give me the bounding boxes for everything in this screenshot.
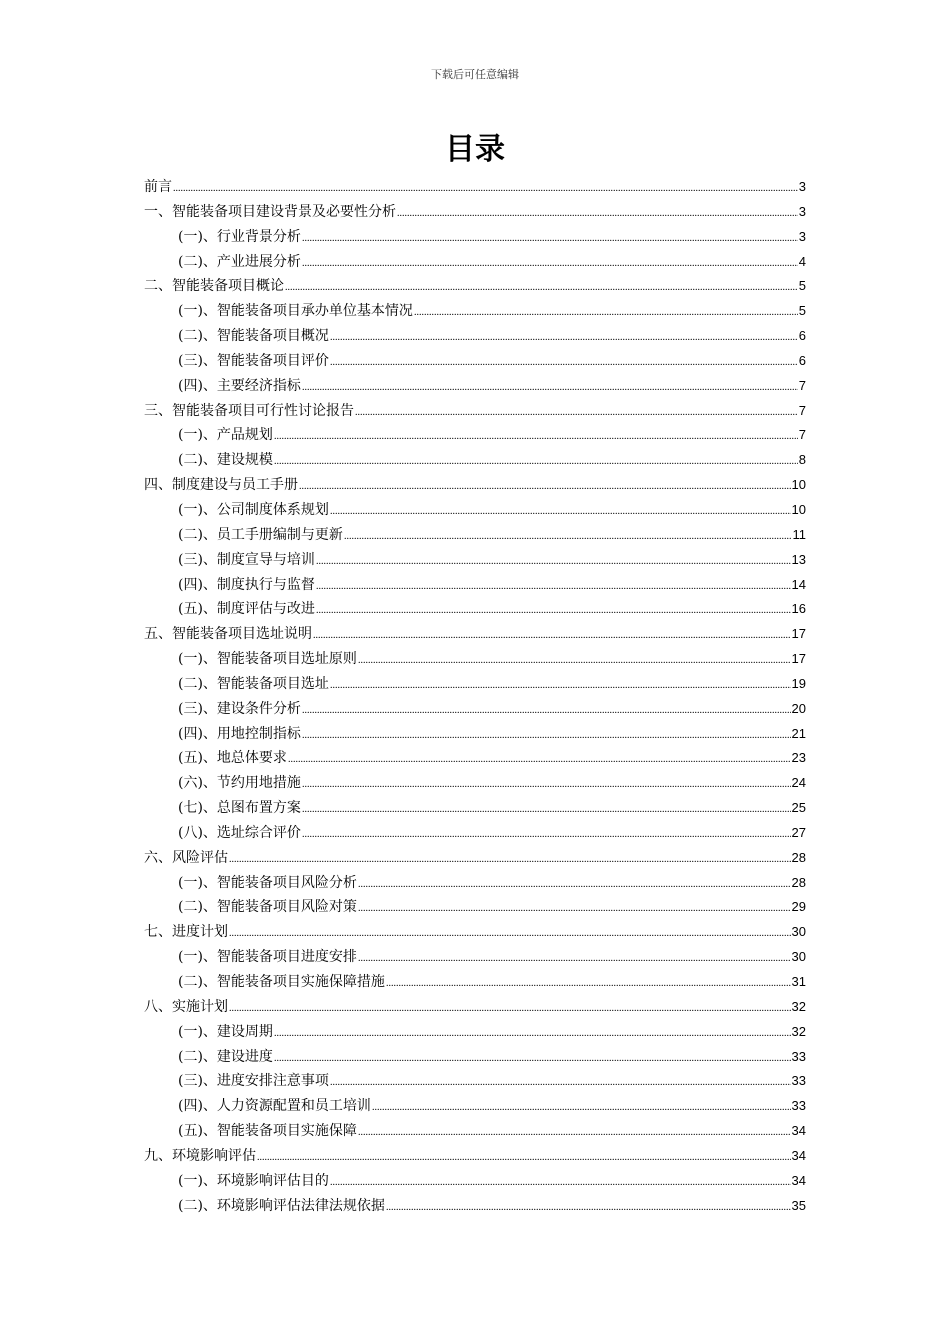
toc-entry[interactable]	[144, 573, 806, 598]
toc-entry-label: (二)、建设进度	[178, 1048, 273, 1065]
toc-entry[interactable]	[144, 423, 806, 448]
toc-entry[interactable]	[144, 473, 806, 498]
toc-entry-label: (一)、建设周期	[178, 1023, 273, 1040]
toc-entry-page-number: 33	[791, 1073, 806, 1089]
toc-dot-leader	[358, 945, 791, 972]
toc-dot-leader	[229, 995, 791, 1022]
toc-entry-page-number: 16	[791, 601, 806, 617]
toc-entry-page-number: 13	[791, 551, 806, 567]
toc-entry-page-number: 3	[798, 179, 806, 194]
toc-entry-label: (一)、智能装备项目承办单位基本情况	[178, 303, 413, 320]
toc-entry-label: (二)、建设规模	[178, 452, 273, 469]
toc-dot-leader	[229, 846, 791, 873]
toc-dot-leader	[316, 573, 791, 600]
toc-dot-leader	[397, 200, 798, 227]
toc-entry[interactable]	[144, 498, 806, 523]
toc-entry-label: (四)、主要经济指标	[178, 377, 301, 394]
toc-entry-label: (一)、环境影响评估目的	[178, 1172, 329, 1189]
toc-entry[interactable]	[144, 324, 806, 349]
toc-dot-leader	[330, 324, 798, 351]
toc-entry-page-number: 28	[791, 849, 806, 865]
toc-dot-leader	[302, 722, 791, 749]
toc-dot-leader	[302, 821, 791, 848]
toc-entry[interactable]	[144, 697, 806, 722]
toc-dot-leader	[257, 1144, 791, 1171]
toc-entry[interactable]	[144, 920, 806, 945]
toc-entry-label: (四)、用地控制指标	[178, 725, 301, 742]
toc-entry-page-number: 5	[798, 278, 806, 294]
toc-entry-label: (二)、员工手册编制与更新	[178, 526, 343, 543]
toc-entry-label: 八、实施计划	[144, 998, 228, 1015]
toc-entry-label: (一)、行业背景分析	[178, 228, 301, 245]
toc-entry[interactable]	[144, 746, 806, 771]
toc-entry-label: (六)、节约用地措施	[178, 775, 301, 792]
toc-entry-page-number: 23	[791, 750, 806, 766]
toc-dot-leader	[302, 771, 791, 798]
toc-entry-page-number: 3	[798, 228, 806, 244]
toc-entry[interactable]	[144, 970, 806, 995]
toc-entry-page-number: 6	[798, 352, 806, 368]
toc-entry-page-number: 8	[798, 452, 806, 468]
toc-entry-label: 前言	[144, 179, 172, 195]
toc-dot-leader	[302, 225, 798, 252]
toc-dot-leader	[330, 672, 791, 699]
toc-dot-leader	[316, 548, 791, 575]
toc-entry-page-number: 5	[798, 303, 806, 319]
toc-dot-leader	[316, 597, 791, 624]
toc-entry-label: (二)、智能装备项目风险对策	[178, 899, 357, 916]
toc-entry[interactable]	[144, 672, 806, 697]
toc-entry[interactable]	[144, 299, 806, 324]
toc-entry[interactable]	[144, 821, 806, 846]
toc-entry-label: (一)、智能装备项目进度安排	[178, 949, 357, 966]
toc-entry-label: 五、智能装备项目选址说明	[144, 626, 312, 643]
table-of-contents	[144, 175, 806, 1218]
toc-entry-page-number: 20	[791, 700, 806, 716]
toc-dot-leader	[302, 697, 791, 724]
toc-entry[interactable]	[144, 523, 806, 548]
toc-entry-page-number: 7	[798, 377, 806, 393]
toc-entry[interactable]	[144, 250, 806, 275]
toc-entry-page-number: 17	[791, 651, 806, 667]
toc-entry[interactable]	[144, 771, 806, 796]
toc-entry[interactable]	[144, 274, 806, 299]
toc-entry[interactable]	[144, 1020, 806, 1045]
toc-entry-page-number: 29	[791, 899, 806, 915]
toc-entry[interactable]	[144, 945, 806, 970]
toc-dot-leader	[330, 1069, 791, 1096]
toc-entry[interactable]	[144, 647, 806, 672]
toc-entry[interactable]	[144, 597, 806, 622]
toc-dot-leader	[274, 1020, 791, 1047]
toc-entry-page-number: 24	[791, 775, 806, 791]
toc-entry-page-number: 10	[791, 501, 806, 517]
toc-dot-leader	[330, 349, 798, 376]
toc-dot-leader	[358, 647, 791, 674]
toc-entry-page-number: 17	[791, 626, 806, 642]
toc-entry[interactable]	[144, 399, 806, 424]
toc-dot-leader	[302, 374, 798, 401]
toc-dot-leader	[358, 895, 791, 922]
toc-entry-label: (二)、智能装备项目实施保障措施	[178, 974, 385, 990]
toc-entry-page-number: 35	[791, 1197, 806, 1213]
toc-entry-label: (一)、产品规划	[178, 427, 273, 444]
toc-entry-page-number: 34	[791, 1147, 806, 1163]
toc-dot-leader	[302, 250, 798, 277]
toc-dot-leader	[358, 1119, 791, 1146]
toc-entry-label: (四)、制度执行与监督	[178, 576, 315, 593]
toc-entry-page-number: 10	[791, 477, 806, 493]
toc-entry[interactable]	[144, 200, 806, 225]
toc-entry-label: 一、智能装备项目建设背景及必要性分析	[144, 203, 396, 220]
toc-entry-page-number: 25	[791, 800, 806, 816]
toc-entry-page-number: 6	[798, 328, 806, 344]
toc-entry[interactable]	[144, 1119, 806, 1144]
toc-entry[interactable]	[144, 548, 806, 573]
toc-dot-leader	[372, 1094, 791, 1121]
toc-entry[interactable]	[144, 871, 806, 896]
toc-entry-page-number: 27	[791, 824, 806, 840]
toc-entry-label: (八)、选址综合评价	[178, 824, 301, 841]
toc-entry[interactable]	[144, 374, 806, 399]
toc-entry-label: 三、智能装备项目可行性讨论报告	[144, 402, 354, 419]
toc-dot-leader	[330, 1169, 791, 1196]
toc-dot-leader	[302, 796, 791, 823]
toc-entry-page-number: 30	[791, 924, 806, 940]
toc-entry-label: (五)、智能装备项目实施保障	[178, 1123, 357, 1140]
toc-entry-page-number: 34	[791, 1172, 806, 1188]
toc-entry-label: 六、风险评估	[144, 849, 228, 866]
toc-entry-label: (一)、公司制度体系规划	[178, 501, 329, 518]
toc-dot-leader	[414, 299, 798, 326]
toc-entry-label: 九、环境影响评估	[144, 1147, 256, 1164]
toc-entry[interactable]	[144, 1045, 806, 1070]
toc-dot-leader	[173, 175, 798, 202]
toc-entry-page-number: 31	[791, 974, 806, 989]
toc-entry-label: (四)、人力资源配置和员工培训	[178, 1098, 371, 1115]
toc-entry-label: 二、智能装备项目概论	[144, 278, 284, 295]
toc-entry-label: (二)、智能装备项目选址	[178, 675, 329, 692]
toc-dot-leader	[358, 871, 791, 898]
toc-entry-label: (三)、智能装备项目评价	[178, 352, 329, 369]
toc-entry-label: 四、制度建设与员工手册	[144, 477, 298, 494]
toc-entry-label: (三)、进度安排注意事项	[178, 1073, 329, 1090]
toc-entry[interactable]	[144, 796, 806, 821]
toc-entry[interactable]	[144, 1169, 806, 1194]
toc-dot-leader	[285, 274, 798, 301]
toc-entry-page-number: 30	[791, 949, 806, 965]
toc-dot-leader	[386, 1194, 791, 1221]
toc-entry-page-number: 28	[791, 874, 806, 890]
toc-dot-leader	[274, 1045, 791, 1072]
toc-entry-page-number: 33	[791, 1098, 806, 1114]
toc-entry-label: (三)、建设条件分析	[178, 700, 301, 717]
toc-entry-label: (七)、总图布置方案	[178, 800, 301, 817]
toc-entry-label: (五)、制度评估与改进	[178, 601, 315, 618]
toc-entry[interactable]	[144, 349, 806, 374]
page-header: 下载后可任意编辑	[431, 68, 519, 81]
toc-entry-label: (二)、智能装备项目概况	[178, 328, 329, 345]
toc-entry-page-number: 3	[798, 203, 806, 219]
toc-dot-leader	[299, 473, 791, 500]
toc-entry[interactable]	[144, 895, 806, 920]
toc-entry[interactable]	[144, 1194, 806, 1219]
toc-entry-label: 七、进度计划	[144, 924, 228, 941]
toc-entry-page-number: 7	[798, 427, 806, 443]
toc-dot-leader	[274, 448, 798, 475]
toc-entry[interactable]	[144, 1094, 806, 1119]
toc-entry-page-number: 32	[791, 998, 806, 1014]
toc-entry-page-number: 11	[792, 526, 806, 542]
toc-entry[interactable]	[144, 995, 806, 1020]
toc-entry-label: (二)、环境影响评估法律法规依据	[178, 1197, 385, 1214]
toc-entry-page-number: 14	[791, 576, 806, 592]
toc-entry-page-number: 21	[791, 725, 806, 741]
toc-entry-label: (一)、智能装备项目风险分析	[178, 874, 357, 891]
toc-entry[interactable]	[144, 225, 806, 250]
toc-entry[interactable]	[144, 846, 806, 871]
toc-entry[interactable]	[144, 1069, 806, 1094]
toc-dot-leader	[313, 622, 791, 649]
toc-entry-label: (一)、智能装备项目选址原则	[178, 651, 357, 668]
toc-entry-label: (五)、地总体要求	[178, 750, 287, 767]
toc-entry[interactable]	[144, 1144, 806, 1169]
toc-entry[interactable]	[144, 722, 806, 747]
toc-dot-leader	[274, 423, 798, 450]
toc-entry-page-number: 33	[791, 1048, 806, 1064]
page-title: 目录	[445, 132, 505, 167]
toc-entry[interactable]	[144, 448, 806, 473]
toc-entry-label: (三)、制度宣导与培训	[178, 551, 315, 568]
toc-entry-page-number: 32	[791, 1023, 806, 1039]
toc-entry-page-number: 7	[798, 402, 806, 418]
toc-entry[interactable]	[144, 175, 806, 200]
toc-dot-leader	[344, 523, 792, 550]
toc-entry-page-number: 19	[791, 675, 806, 691]
toc-dot-leader	[288, 746, 791, 773]
toc-entry-label: (二)、产业进展分析	[178, 253, 301, 270]
toc-dot-leader	[330, 498, 791, 525]
toc-entry[interactable]	[144, 622, 806, 647]
toc-dot-leader	[386, 970, 791, 997]
toc-entry-page-number: 4	[798, 253, 806, 269]
toc-dot-leader	[355, 399, 798, 426]
toc-entry-page-number: 34	[791, 1123, 806, 1139]
toc-dot-leader	[229, 920, 791, 947]
